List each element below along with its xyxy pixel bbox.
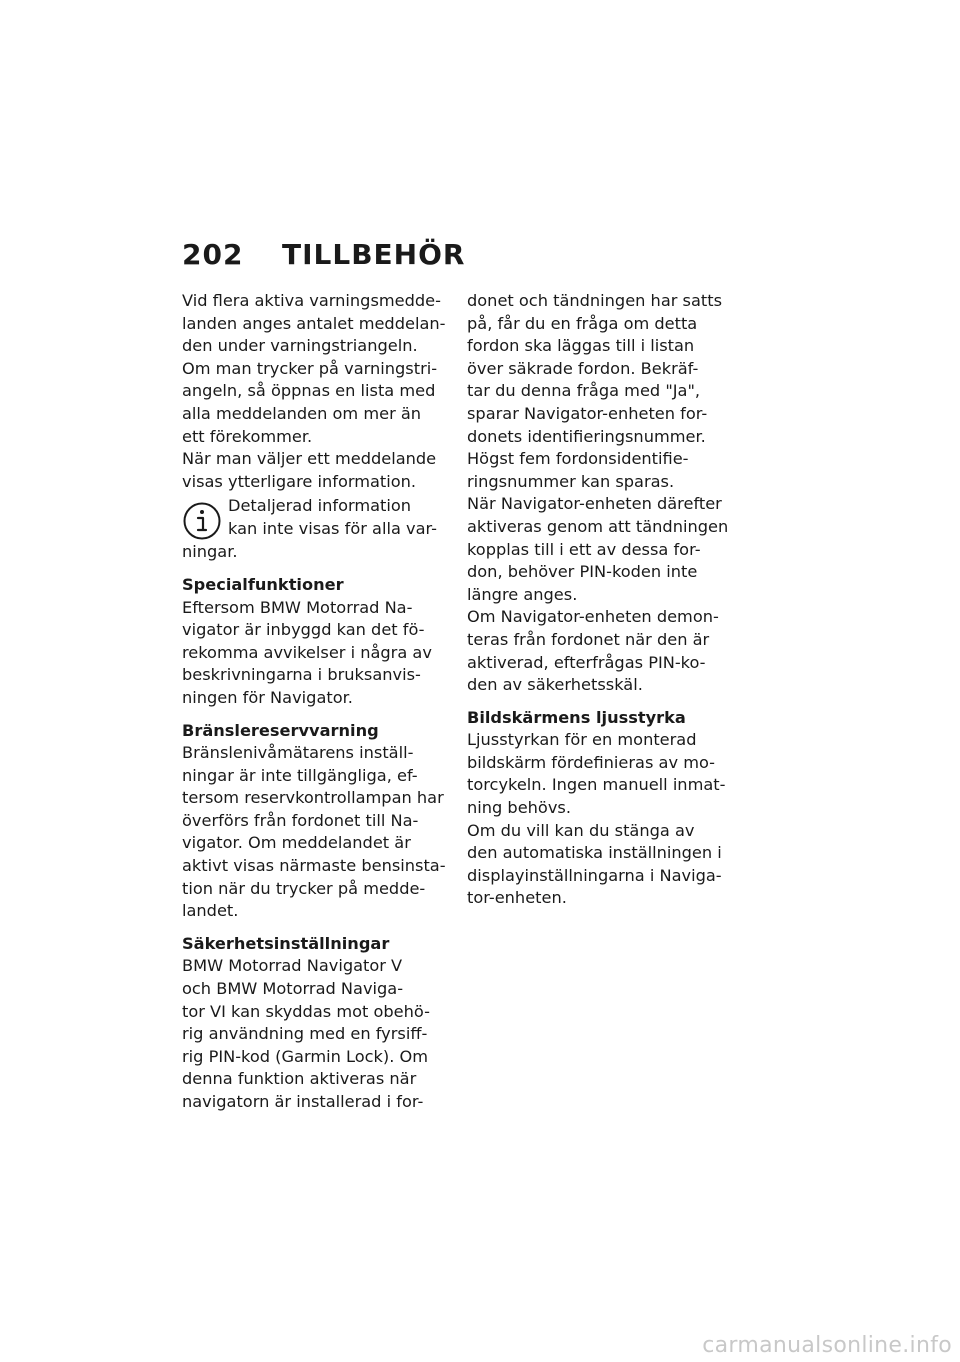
info-icon — [182, 501, 222, 541]
intro-paragraph: Vid flera aktiva varningsmedde- landen anges antalet meddelan- den under varningstriangeln. Om man trycker på varningstri- angeln, så öppnas en lista med alla meddelanden om mer än ett förekommer. När man väljer ett meddelande visas ytterligare information. — [182, 291, 446, 491]
section-heading-special-functions: Specialfunktioner — [182, 574, 344, 594]
section-body-display-brightness: Ljusstyrkan för en monterad bildskärm fördefinieras av mo- torcykeln. Ingen manuell inmat- ning behövs. Om du vill kan du stänga av den automatiska inställningen i displayinställningarna i Naviga- tor-enheten. — [467, 730, 726, 908]
left-column — [182, 290, 457, 1114]
chapter-title: TILLBEHÖR — [282, 238, 466, 271]
info-continuation: ningar. — [182, 542, 238, 562]
section-body-security-settings: BMW Motorrad Navigator V och BMW Motorrad Naviga- tor VI kan skyddas mot obehö- rig användning med en fyrsiff- rig PIN-kod (Garmin Lock). Om denna funktion aktiveras när navigatorn är installerad i for- — [182, 956, 430, 1111]
watermark: carmanualsonline.info — [702, 1333, 952, 1358]
section-heading-security-settings: Säkerhetsinställningar — [182, 933, 390, 953]
section-body-fuel-reserve: Bränslenivåmätarens inställ- ningar är inte tillgängliga, ef- tersom reservkontrollampan har överförs från fordonet till Na- vigator. Om meddelandet är aktivt visas närmaste bensinsta- tion när du trycker på medde- landet. — [182, 743, 446, 921]
right-column — [467, 290, 737, 910]
section-heading-display-brightness: Bildskärmens ljusstyrka — [467, 707, 686, 727]
page-number: 202 — [182, 238, 244, 271]
page-header — [182, 238, 465, 271]
info-text: Detaljerad information kan inte visas för alla var- — [228, 496, 437, 538]
section-body-special-functions: Eftersom BMW Motorrad Na- vigator är inbyggd kan det fö- rekomma avvikelser i några av beskrivningarna i bruksanvis- ningen för Navigator. — [182, 597, 432, 707]
security-continuation: donet och tändningen har satts på, får du en fråga om detta fordon ska läggas till i listan över säkrade fordon. Bekräf- tar du denna fråga med "Ja", sparar Navigator-enheten for- donets identifieringsnummer. Högst fem fordonsidentifie- ringsnummer kan sparas. När Navigator-enheten därefter aktiveras genom att tändningen kopplas till i ett av dessa for- don, behöver PIN-koden inte längre anges. Om Navigator-enheten demon- teras från fordonet när den är aktiverad, efterfrågas PIN-ko- den av säkerhetsskäl. — [467, 291, 729, 695]
section-heading-fuel-reserve: Bränslereservvarning — [182, 720, 379, 740]
info-note — [182, 495, 457, 541]
